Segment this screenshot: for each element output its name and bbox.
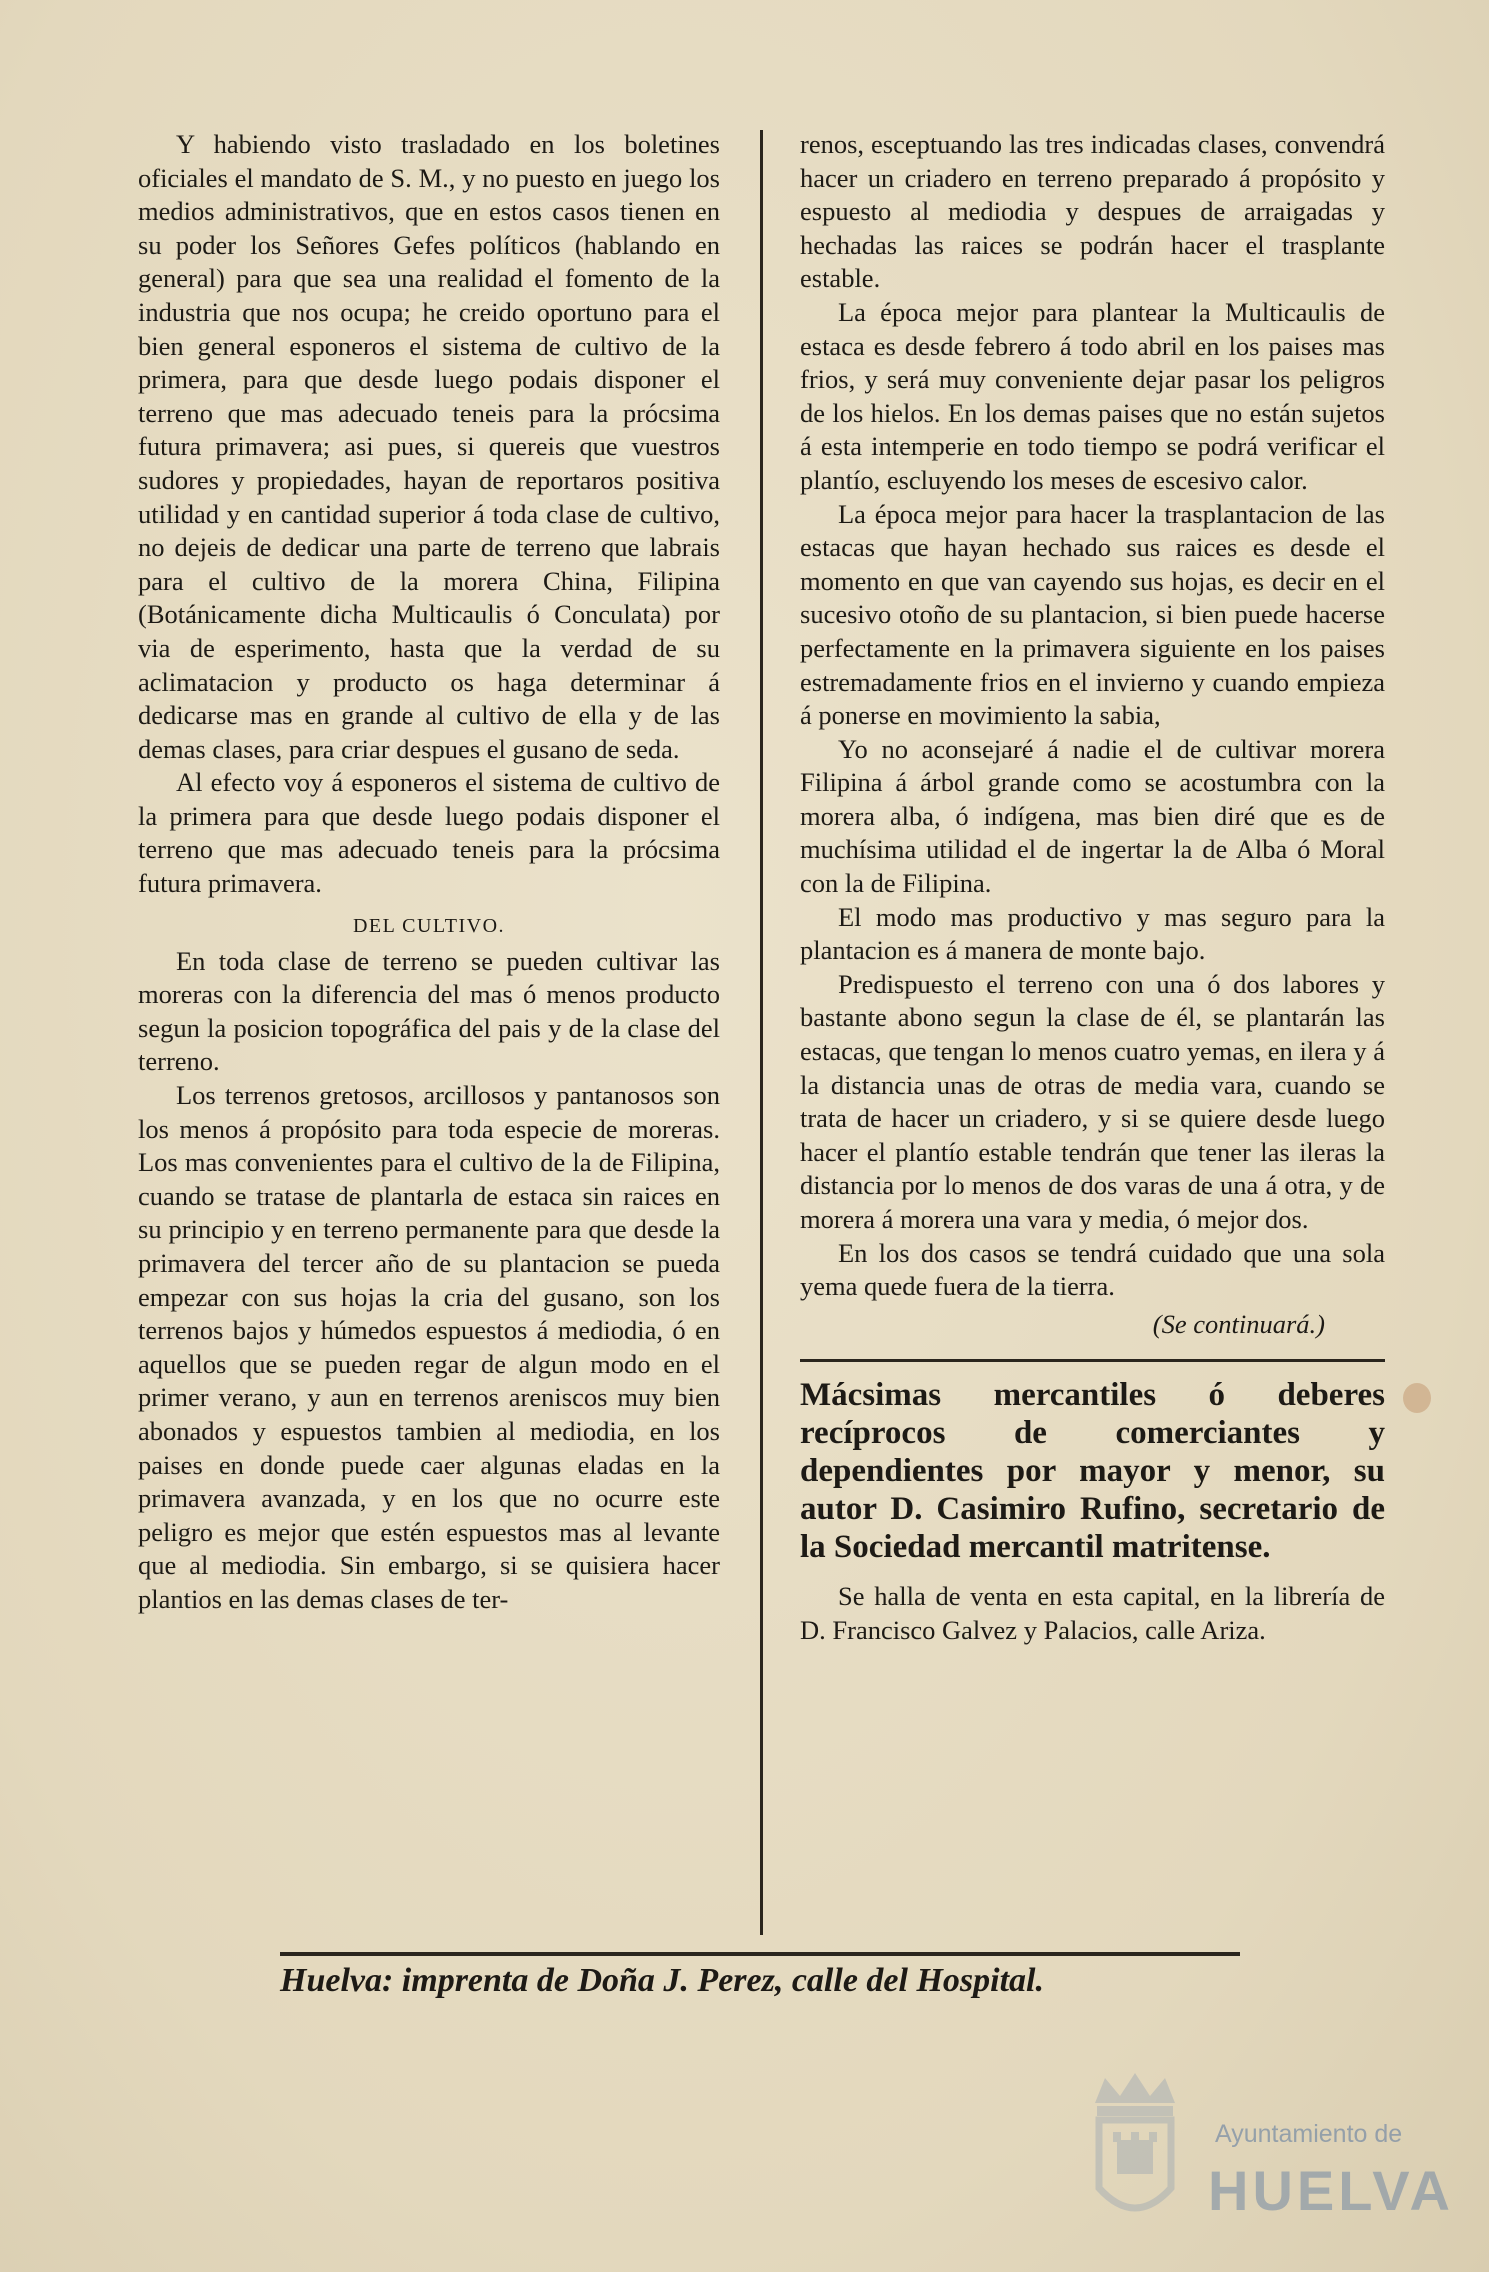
section-heading: DEL CULTIVO. [352, 914, 506, 937]
section-divider [800, 1359, 1385, 1362]
paragraph: Predispuesto el terreno con una ó dos labores y bastante abono segun la clase de él, se plantarán las estacas, que tengan lo menos cuatro yemas, en ilera y á la distancia unas de otras de media vara, cuando se trata de hacer un criadero, y si se quiere desde luego hacer el plantío estable tendrán que tener las ileras la distancia por lo menos de dos varas de una á otra, y de morera á morera una vara y media, ó mejor dos. [800, 968, 1385, 1234]
paragraph: La época mejor para hacer la trasplantacion de las estacas que hayan hechado sus raices es desde el momento en que van cayendo sus hojas, es decir en el sucesivo otoño de su plantacion, si bien puede hacerse perfectamente en la primavera siguiente en los paises estremadamente frios en el invierno y cuando empieza á ponerse en movimiento la sabia, [800, 498, 1385, 731]
column-divider [760, 130, 763, 1935]
paragraph: Y habiendo visto trasladado en los boletines oficiales el mandato de S. M., y no puesto en juego los medios administrativos, que en estos casos tienen en su poder los Señores Gefes políticos (hablando en general) para que sea una realidad el fomento de la industria que nos ocupa; he creido oportuno para el bien general esponeros el sistema de cultivo de la primera, para que desde luego podais disponer el terreno que mas adecuado teneis para la prócsima futura primavera; asi pues, si quereis que vuestros sudores y propiedades, hayan de reportaros positiva utilidad y en cantidad superior á toda clase de cultivo, no dejeis de dedicar una parte de terreno que labrais para el cultivo de la morera China, Filipina (Botánicamente dicha Multicaulis ó Conculata) por via de esperimento, hasta que la verdad de su aclimatacion y producto os haga determinar á dedicarse mas en grande al cultivo de ella y de las demas clases, para criar despues el gusano de seda. [138, 129, 720, 764]
advertisement-title: Mácsimas mercantiles ó deberes recíprocos de comerciantes y dependientes por mayor y menor, su autor D. Casimiro Rufino, secretario de la Sociedad mercantil matritense. [800, 1377, 1385, 1566]
paragraph: Los terrenos gretosos, arcillosos y pantanosos son los menos á propósito para toda especie de moreras. Los mas convenientes para el cultivo de la de Filipina, cuando se tratase de plantarla de estaca sin raices en su principio y en terreno permanente para que desde la primavera del tercer año de su plantacion se pueda empezar con sus hojas la cria del gusano, son los terrenos bajos y húmedos espuestos á mediodia, ó en aquellos que se pueden regar de algun modo en el primer verano, y aun en terrenos areniscos muy bien abonados y espuestos tambien al mediodia, en los paises en donde puede caer algunas eladas en la primavera avanzada, y en los que no ocurre este peligro es mejor que estén espuestos mas al levante que al mediodia. Sin embargo, si se quisiera hacer plantios en las demas clases de ter- [138, 1080, 720, 1614]
paragraph: Yo no aconsejaré á nadie el de cultivar morera Filipina á árbol grande como se acostumbra con la morera alba, ó indígena, mas bien diré que es de muchísima utilidad el de ingertar la de Alba ó Moral con la de Filipina. [800, 733, 1385, 899]
imprint-line: Huelva: imprenta de Doña J. Perez, calle del Hospital. [280, 1952, 1240, 2000]
paragraph: En toda clase de terreno se pueden cultivar las moreras con la diferencia del mas ó menos producto segun la posicion topográfica del pais y de la clase del terreno. [138, 945, 720, 1077]
paragraph: Al efecto voy á esponeros el sistema de cultivo de la primera para que desde luego podais disponer el terreno que mas adecuado teneis para la prócsima futura primavera. [138, 767, 720, 899]
watermark-line2: HUELVA [1208, 2159, 1454, 2222]
watermark-line1: Ayuntamiento de [1215, 2120, 1403, 2148]
paragraph: El modo mas productivo y mas seguro para la plantacion es á manera de monte bajo. [800, 901, 1385, 966]
right-column [800, 128, 1385, 1648]
paragraph: En los dos casos se tendrá cuidado que una sola yema quede fuera de la tierra. [800, 1237, 1385, 1302]
continued-note: (Se continuará.) [1152, 1308, 1325, 1339]
paragraph: La época mejor para plantear la Multicaulis de estaca es desde febrero á todo abril en los paises mas frios, y será muy conveniente dejar pasar los peligros de los hielos. En los demas paises que no están sujetos á esta intemperie en todo tiempo se podrá verificar el plantío, escluyendo los meses de escesivo calor. [800, 296, 1385, 495]
paper-stain [1403, 1383, 1431, 1413]
continuation-paragraph: renos, esceptuando las tres indicadas clases, convendrá hacer un criadero en terreno preparado á propósito y espuesto al mediodia y despues de arraigadas y hechadas las raices se podrán hacer el trasplante estable. [800, 129, 1385, 294]
left-column [138, 128, 720, 1617]
advertisement-text: Se halla de venta en esta capital, en la librería de D. Francisco Galvez y Palacios, calle Ariza. [800, 1581, 1385, 1645]
